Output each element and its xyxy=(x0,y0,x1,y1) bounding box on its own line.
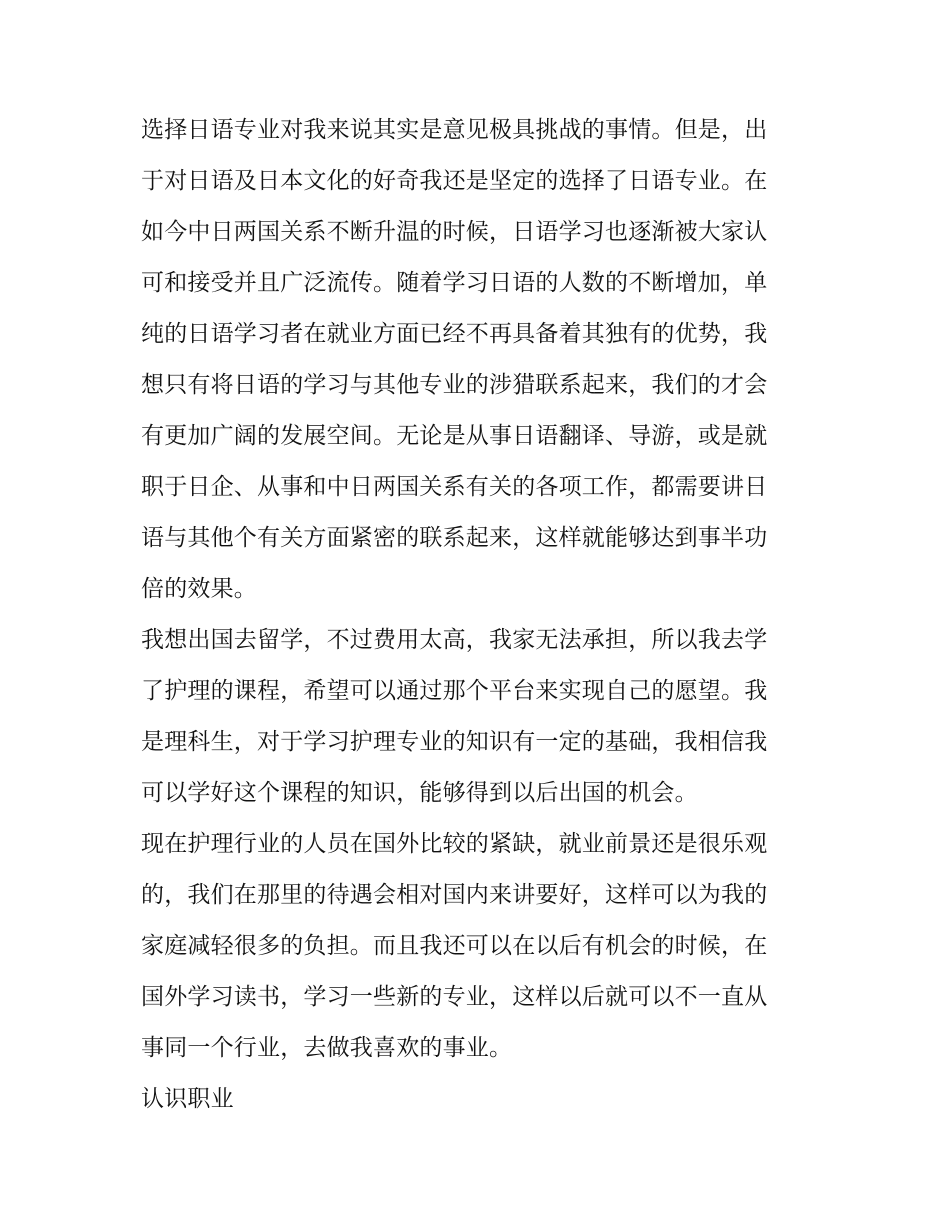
text-line: 了护理的课程，希望可以通过那个平台来实现自己的愿望。我 xyxy=(141,678,768,704)
text-line: 是理科生，对于学习护理专业的知识有一定的基础，我相信我 xyxy=(141,729,768,755)
text-line: 事同一个行业，去做我喜欢的事业。 xyxy=(141,1035,513,1061)
text-line: 国外学习读书，学习一些新的专业，这样以后就可以不一直从 xyxy=(141,984,768,1010)
document-body xyxy=(141,107,813,1127)
text-line: 于对日语及日本文化的好奇我还是坚定的选择了日语专业。在 xyxy=(141,168,768,194)
text-line: 纯的日语学习者在就业方面已经不再具备着其独有的优势，我 xyxy=(141,321,768,347)
text-line: 倍的效果。 xyxy=(141,576,257,602)
text-line: 想只有将日语的学习与其他专业的涉猎联系起来，我们的才会 xyxy=(141,372,768,398)
paragraph-japanese-major xyxy=(141,107,813,617)
text-line: 选择日语专业对我来说其实是意见极具挑战的事情。但是，出 xyxy=(141,117,768,143)
text-line: 可和接受并且广泛流传。随着学习日语的人数的不断增加，单 xyxy=(141,270,768,296)
heading-line: 认识职业 xyxy=(141,1086,234,1112)
text-line: 我想出国去留学，不过费用太高，我家无法承担，所以我去学 xyxy=(141,627,768,653)
text-line: 家庭减轻很多的负担。而且我还可以在以后有机会的时候，在 xyxy=(141,933,768,959)
text-line: 职于日企、从事和中日两国关系有关的各项工作，都需要讲日 xyxy=(141,474,768,500)
text-line: 的，我们在那里的待遇会相对国内来讲要好，这样可以为我的 xyxy=(141,882,768,908)
text-line: 如今中日两国关系不断升温的时候，日语学习也逐渐被大家认 xyxy=(141,219,768,245)
text-line: 现在护理行业的人员在国外比较的紧缺，就业前景还是很乐观 xyxy=(141,831,768,857)
section-heading-know-career xyxy=(141,1076,813,1127)
text-line: 语与其他个有关方面紧密的联系起来，这样就能够达到事半功 xyxy=(141,525,768,551)
paragraph-study-abroad xyxy=(141,617,813,821)
text-line: 可以学好这个课程的知识，能够得到以后出国的机会。 xyxy=(141,780,698,806)
text-line: 有更加广阔的发展空间。无论是从事日语翻译、导游，或是就 xyxy=(141,423,768,449)
paragraph-nursing-outlook xyxy=(141,821,813,1076)
